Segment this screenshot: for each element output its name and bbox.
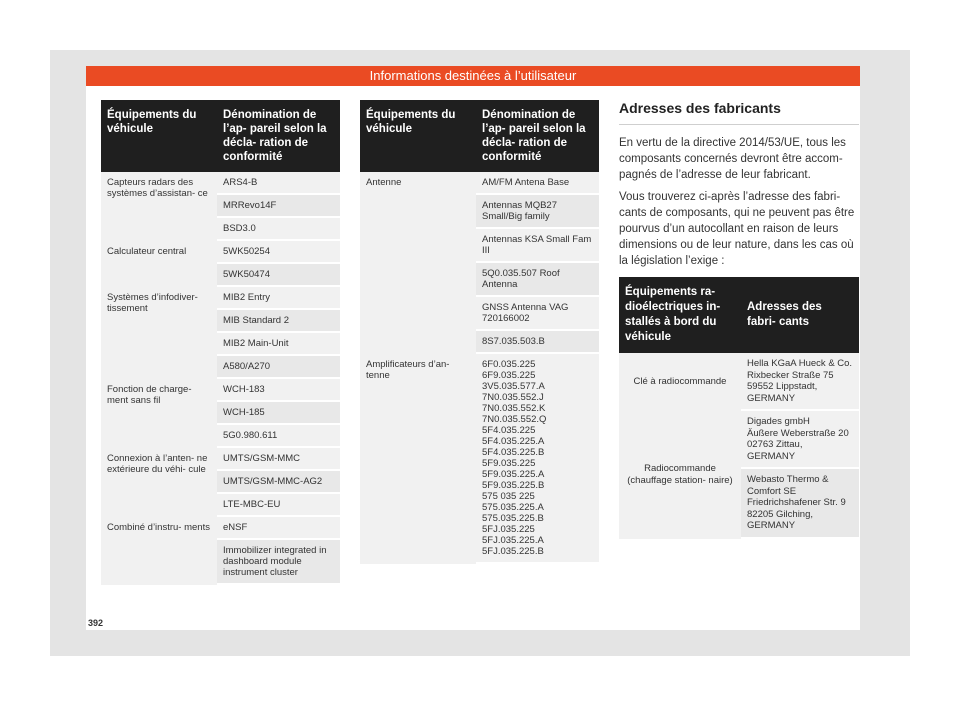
table-row	[101, 241, 340, 264]
equipment-label: Calculateur central	[101, 241, 217, 287]
designation-value: Digades gmbH Äußere Weberstraße 20 02763 Zittau, GERMANY	[741, 411, 859, 469]
designation-value: MRRevo14F	[217, 195, 340, 218]
designation-value: WCH-185	[217, 402, 340, 425]
equipment-label: Combiné d’instru- ments	[101, 517, 217, 585]
section-title: Adresses des fabricants	[619, 100, 859, 125]
designation-value: LTE-MBC-EU	[217, 494, 340, 517]
equipment-label: Systèmes d’infodiver- tissement	[101, 287, 217, 379]
designation-value: GNSS Antenna VAG 720166002	[476, 297, 599, 331]
designation-value: Hella KGaA Hueck & Co. Rixbecker Straße 75 59552 Lippstadt, GERMANY	[741, 353, 859, 411]
table-header-row	[101, 100, 340, 172]
designation-value: eNSF	[217, 517, 340, 540]
manufacturer-section	[619, 100, 859, 539]
designation-value: 5G0.980.611	[217, 425, 340, 448]
designation-value: 5WK50254	[217, 241, 340, 264]
designation-value: MIB Standard 2	[217, 310, 340, 333]
page-number: 392	[88, 618, 104, 628]
equipment-label: Clé à radiocommande	[619, 353, 741, 411]
designation-value: Antennas KSA Small Fam III	[476, 229, 599, 263]
section-paragraph-1: En vertu de la directive 2014/53/UE, tous les composants concernés devront être accom- pagnés de l’adresse de leur fabricant.	[619, 137, 846, 181]
column-header-designation: Adresses des fabri- cants	[741, 277, 859, 353]
column-header-equipment: Équipements du véhicule	[360, 100, 476, 172]
designation-value: UMTS/GSM-MMC-AG2	[217, 471, 340, 494]
column-header-equipment: Équipements du véhicule	[101, 100, 217, 172]
designation-value: BSD3.0	[217, 218, 340, 241]
equipment-label: Amplificateurs d’an- tenne	[360, 354, 476, 564]
designation-value: Webasto Thermo & Comfort SE Friedrichshafener Str. 9 82205 Gilching, GERMANY	[741, 469, 859, 539]
designation-value: 8S7.035.503.B	[476, 331, 599, 354]
designation-value: MIB2 Entry	[217, 287, 340, 310]
table-row	[101, 287, 340, 310]
equipment-label: Connexion à l’anten- ne extérieure du véhi- cule	[101, 448, 217, 517]
table-row	[101, 172, 340, 195]
table-header-row	[619, 277, 859, 353]
designation-value: ARS4-B	[217, 172, 340, 195]
table-row	[360, 172, 599, 195]
manufacturer-table	[619, 277, 859, 539]
column-header-designation: Dénomination de l’ap- pareil selon la décla- ration de conformité	[476, 100, 599, 172]
column-header-equipment: Équipements ra- dioélectriques in- stallés à bord du véhicule	[619, 277, 741, 353]
page-header: Informations destinées à l’utilisateur	[86, 66, 860, 86]
designation-value: 5Q0.035.507 Roof Antenna	[476, 263, 599, 297]
equipment-table-2	[360, 100, 599, 564]
designation-value: 5WK50474	[217, 264, 340, 287]
designation-value: A580/A270	[217, 356, 340, 379]
table-row	[101, 379, 340, 402]
designation-value: AM/FM Antena Base	[476, 172, 599, 195]
equipment-label: Fonction de charge- ment sans fil	[101, 379, 217, 448]
designation-value: WCH-183	[217, 379, 340, 402]
table-header-row	[360, 100, 599, 172]
table-row	[360, 354, 599, 564]
column-header-designation: Dénomination de l’ap- pareil selon la décla- ration de conformité	[217, 100, 340, 172]
table-row	[101, 448, 340, 471]
table-row	[619, 353, 859, 411]
equipment-label: Radiocommande (chauffage station- naire)	[619, 411, 741, 539]
table-row	[101, 517, 340, 540]
designation-value: Immobilizer integrated in dashboard module instrument cluster	[217, 540, 340, 585]
section-paragraph-2: Vous trouverez ci-après l’adresse des fabri- cants de composants, qui ne peuvent pas être pourvus d’un autocollant en raison de leurs dimensions ou de leur nature, dans les cas où la législation l’exige :	[619, 191, 855, 267]
table-row	[619, 411, 859, 469]
designation-value: MIB2 Main-Unit	[217, 333, 340, 356]
equipment-table-1	[101, 100, 340, 585]
designation-value: Antennas MQB27 Small/Big family	[476, 195, 599, 229]
equipment-table-right-column	[360, 100, 599, 564]
equipment-label: Antenne	[360, 172, 476, 354]
designation-value: UMTS/GSM-MMC	[217, 448, 340, 471]
equipment-table-left-column	[101, 100, 340, 585]
equipment-label: Capteurs radars des systèmes d’assistan- ce	[101, 172, 217, 241]
designation-value: 6F0.035.225 6F9.035.225 3V5.035.577.A 7N0.035.552.J 7N0.035.552.K 7N0.035.552.Q 5F4.035.225 5F4.035.225.A 5F4.035.225.B 5F9.035.225 5F9.035.225.A 5F9.035.225.B 575 035 225 575.035.225.A 575.035.225.B 5FJ.035.225 5FJ.035.225.A 5FJ.035.225.B	[476, 354, 599, 564]
